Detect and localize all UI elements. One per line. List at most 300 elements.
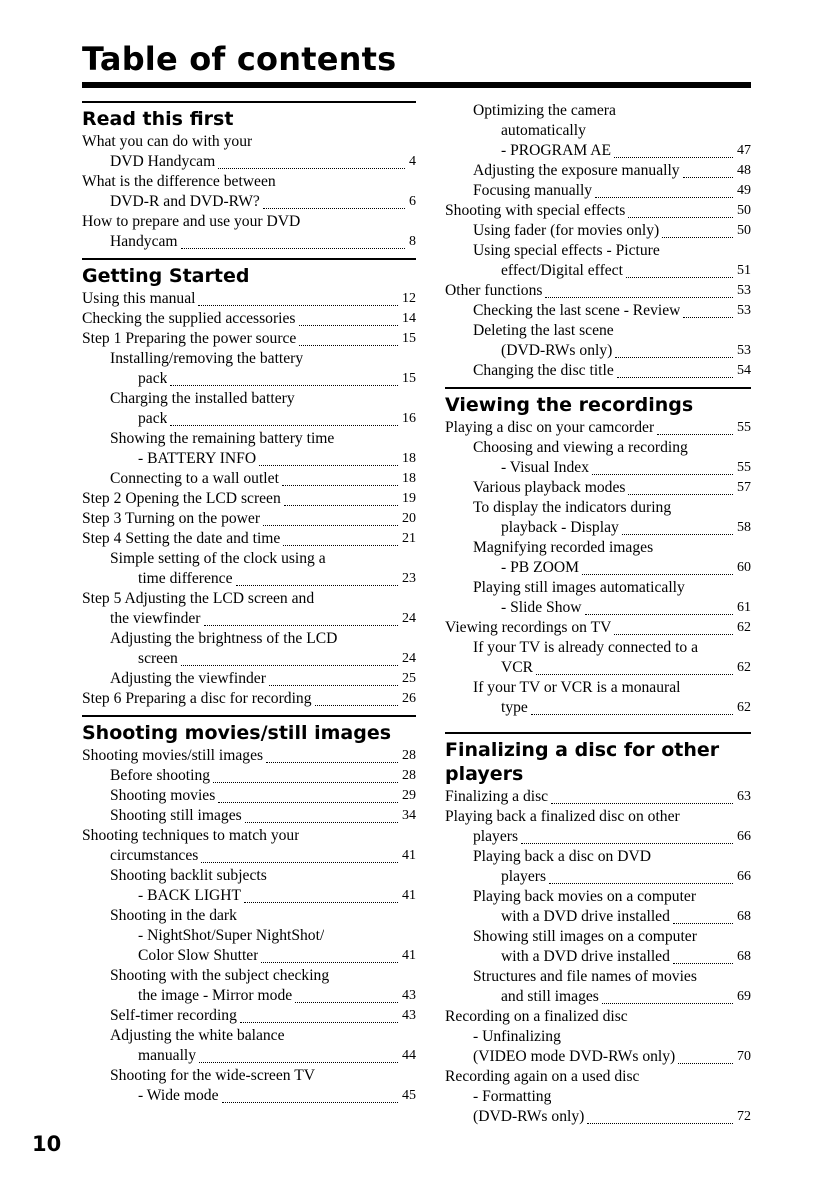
toc-entry (445, 618, 751, 638)
dot-leader (592, 474, 733, 475)
section-title: Shooting movies/still images (82, 722, 392, 744)
dot-leader (261, 962, 398, 963)
toc-page-number: 41 (402, 848, 416, 863)
toc-entry-text: Handycam (110, 233, 178, 250)
toc-entry-text: Connecting to a wall outlet (110, 470, 279, 487)
toc-entry-line (82, 746, 416, 766)
toc-entry-text: Viewing recordings on TV (445, 619, 612, 636)
toc-page-number: 15 (402, 331, 416, 346)
toc-entry-line (445, 1047, 751, 1067)
toc-entry-line (445, 281, 751, 301)
toc-entry-line (82, 589, 416, 609)
toc-entry-line (82, 946, 416, 966)
toc-entry (82, 349, 416, 389)
toc-entry-line (445, 967, 751, 987)
toc-entry (445, 887, 751, 927)
toc-page-number: 26 (402, 691, 416, 706)
section-entries (82, 289, 416, 709)
toc-page-number: 47 (737, 143, 751, 158)
toc-page-number: 41 (402, 888, 416, 903)
toc-page-number: 28 (402, 748, 416, 763)
toc-entry-line (445, 121, 751, 141)
toc-entry (445, 967, 751, 1007)
toc-entry-line (445, 101, 751, 121)
toc-page-number: 21 (402, 531, 416, 546)
toc-entry-line (82, 966, 416, 986)
toc-entry (445, 201, 751, 221)
toc-entry-text: (VIDEO mode DVD-RWs only) (473, 1048, 676, 1065)
toc-entry-text: Step 5 Adjusting the LCD screen and (82, 590, 315, 607)
toc-page-number: 62 (737, 660, 751, 675)
toc-entry-text: Shooting in the dark (110, 907, 237, 924)
toc-entry (82, 1026, 416, 1066)
toc-entry-text: Structures and file names of movies (473, 968, 697, 985)
toc-entry-text: Shooting with special effects (445, 202, 626, 219)
dot-leader (283, 545, 398, 546)
toc-entry-line (82, 569, 416, 589)
toc-entry-text: Magnifying recorded images (473, 539, 654, 556)
dot-leader (263, 208, 405, 209)
toc-entry-line (445, 341, 751, 361)
toc-entry-line (445, 618, 751, 638)
toc-entry-line (445, 658, 751, 678)
toc-entry (82, 549, 416, 589)
toc-entry (445, 847, 751, 887)
toc-entry-line (445, 1107, 751, 1127)
dot-leader (582, 574, 733, 575)
toc-entry-text: - Formatting (473, 1088, 552, 1105)
toc-page-number: 53 (737, 343, 751, 358)
dot-leader (170, 385, 398, 386)
toc-entry-line (82, 349, 416, 369)
toc-entry-text: What you can do with your (82, 133, 253, 150)
section-rule (445, 732, 751, 734)
toc-entry-line (82, 629, 416, 649)
dot-leader (315, 705, 398, 706)
toc-entry-text: with a DVD drive installed (501, 908, 670, 925)
toc-entry (82, 629, 416, 669)
toc-page-number: 53 (737, 283, 751, 298)
toc-entry (82, 826, 416, 866)
dot-leader (284, 505, 398, 506)
toc-entry-line (82, 389, 416, 409)
toc-entry (82, 132, 416, 172)
toc-page-number: 18 (402, 451, 416, 466)
toc-page-number: 62 (737, 700, 751, 715)
toc-entry-text: automatically (501, 122, 586, 139)
toc-entry-line (82, 429, 416, 449)
toc-entry-text: Using fader (for movies only) (473, 222, 660, 239)
toc-entry-text: Step 6 Preparing a disc for recording (82, 690, 312, 707)
toc-entry (445, 101, 751, 161)
toc-entry-text: playback - Display (501, 519, 619, 536)
toc-entry-text: DVD Handycam (110, 153, 216, 170)
toc-entry-text: DVD-R and DVD-RW? (110, 193, 260, 210)
toc-entry-text: - Visual Index (501, 459, 589, 476)
toc-page-number: 69 (737, 989, 751, 1004)
dot-leader (551, 803, 733, 804)
toc-entry-line (445, 1067, 751, 1087)
toc-page-number: 61 (737, 600, 751, 615)
toc-page-number: 48 (737, 163, 751, 178)
toc-entry-line (445, 321, 751, 341)
toc-entry-line (82, 369, 416, 389)
toc-entry-text: Checking the last scene - Review (473, 302, 681, 319)
dot-leader (614, 157, 733, 158)
toc-entry-text: players (473, 828, 519, 845)
toc-entry-text: Finalizing a disc (445, 788, 549, 805)
toc-entry-line (445, 907, 751, 927)
toc-entry-line (82, 232, 416, 252)
toc-entry (82, 529, 416, 549)
toc-section-getting-started (82, 258, 416, 709)
toc-entry-text: Playing back movies on a computer (473, 888, 697, 905)
toc-entry-text: What is the difference between (82, 173, 276, 190)
toc-entry-line (445, 827, 751, 847)
toc-entry (82, 669, 416, 689)
dot-leader (536, 674, 733, 675)
toc-entry-text: Using special effects - Picture (473, 242, 660, 259)
toc-entry (82, 786, 416, 806)
toc-entry (82, 1066, 416, 1106)
toc-entry-text: Various playback modes (473, 479, 626, 496)
toc-entry-text: Step 2 Opening the LCD screen (82, 490, 281, 507)
toc-entry (445, 678, 751, 718)
toc-entry-line (82, 886, 416, 906)
dot-leader (299, 345, 398, 346)
toc-entry (82, 509, 416, 529)
toc-entry-text: Focusing manually (473, 182, 593, 199)
toc-entry-line (445, 947, 751, 967)
toc-entry-line (82, 766, 416, 786)
toc-entry-line (82, 866, 416, 886)
toc-entry-text: If your TV is already connected to a (473, 639, 699, 656)
toc-entry (82, 1006, 416, 1026)
toc-entry-text: Adjusting the exposure manually (473, 162, 680, 179)
toc-page-number: 29 (402, 788, 416, 803)
toc-entry-line (445, 867, 751, 887)
dot-leader (218, 168, 405, 169)
dot-leader (602, 1003, 733, 1004)
toc-column-left (82, 101, 416, 1106)
toc-page-number: 8 (409, 234, 416, 249)
toc-entry-line (82, 309, 416, 329)
toc-entry (445, 221, 751, 241)
toc-entry-text: Recording on a finalized disc (445, 1008, 628, 1025)
toc-page-number: 68 (737, 949, 751, 964)
toc-entry-line (82, 786, 416, 806)
dot-leader (617, 377, 733, 378)
dot-leader (244, 902, 398, 903)
toc-entry-text: Changing the disc title (473, 362, 614, 379)
toc-entry-text: Checking the supplied accessories (82, 310, 296, 327)
toc-entry-text: players (501, 868, 547, 885)
toc-entry-text: Simple setting of the clock using a (110, 550, 326, 567)
toc-entry (445, 241, 751, 281)
toc-entry (82, 806, 416, 826)
toc-entry-line (82, 132, 416, 152)
toc-entry-text: Showing the remaining battery time (110, 430, 335, 447)
toc-entry-line (82, 1066, 416, 1086)
toc-entry-line (82, 289, 416, 309)
toc-entry (82, 589, 416, 629)
toc-page-number: 28 (402, 768, 416, 783)
toc-entry-line (445, 498, 751, 518)
toc-entry-line (445, 578, 751, 598)
page-number: 10 (32, 1132, 62, 1156)
toc-entry-line (445, 418, 751, 438)
toc-entry-text: - BACK LIGHT (138, 887, 242, 904)
toc-page-number: 12 (402, 291, 416, 306)
toc-section-finalizing-a-disc-for-other-players (445, 732, 751, 1127)
toc-entry-line (82, 192, 416, 212)
toc-page-number: 45 (402, 1088, 416, 1103)
toc-page-number: 60 (737, 560, 751, 575)
section-entries (445, 787, 751, 1127)
section-rule (82, 715, 416, 717)
toc-page-number: 55 (737, 460, 751, 475)
toc-entry-line (82, 509, 416, 529)
toc-page-number: 49 (737, 183, 751, 198)
toc-entry-line (82, 172, 416, 192)
dot-leader (245, 822, 398, 823)
toc-entry (82, 689, 416, 709)
dot-leader (683, 317, 733, 318)
toc-entry-text: (DVD-RWs only) (501, 342, 613, 359)
dot-leader (266, 762, 398, 763)
dot-leader (199, 1062, 398, 1063)
toc-entry (445, 538, 751, 578)
dot-leader (585, 614, 733, 615)
dot-leader (673, 963, 733, 964)
toc-entry-line (445, 181, 751, 201)
toc-entry-line (82, 409, 416, 429)
dot-leader (628, 494, 733, 495)
toc-page-number: 19 (402, 491, 416, 506)
toc-entry-text: Playing a disc on your camcorder (445, 419, 655, 436)
toc-entry (82, 329, 416, 349)
toc-entry (445, 438, 751, 478)
toc-entry (445, 927, 751, 967)
toc-entry-text: Step 1 Preparing the power source (82, 330, 297, 347)
toc-entry (445, 638, 751, 678)
toc-entry-line (82, 689, 416, 709)
section-rule (82, 258, 416, 260)
toc-page-number: 43 (402, 1008, 416, 1023)
toc-entry-line (82, 906, 416, 926)
toc-entry-text: - Unfinalizing (473, 1028, 561, 1045)
toc-entry-text: Playing back a disc on DVD (473, 848, 651, 865)
toc-section-viewing-the-recordings (445, 387, 751, 718)
toc-page-number: 6 (409, 194, 416, 209)
dot-leader (218, 802, 398, 803)
toc-entry-line (445, 438, 751, 458)
dot-leader (595, 197, 733, 198)
toc-entry-line (445, 638, 751, 658)
toc-entry-text: Installing/removing the battery (110, 350, 304, 367)
toc-entry (445, 1067, 751, 1127)
toc-entry-text: VCR (501, 659, 534, 676)
toc-entry-text: Shooting still images (110, 807, 242, 824)
dot-leader (201, 862, 398, 863)
toc-page-number: 57 (737, 480, 751, 495)
dot-leader (614, 634, 733, 635)
dot-leader (587, 1123, 733, 1124)
dot-leader (240, 1022, 398, 1023)
toc-page-number: 15 (402, 371, 416, 386)
toc-entry-line (82, 609, 416, 629)
toc-entry-text: Using this manual (82, 290, 196, 307)
toc-entry-text: Step 3 Turning on the power (82, 510, 261, 527)
toc-entry-text: If your TV or VCR is a monaural (473, 679, 681, 696)
toc-entry-text: time difference (138, 570, 233, 587)
dot-leader (181, 248, 405, 249)
toc-entry (82, 966, 416, 1006)
toc-entry-line (82, 1046, 416, 1066)
dot-leader (259, 465, 398, 466)
toc-entry-text: Shooting movies (110, 787, 216, 804)
toc-page-number: 4 (409, 154, 416, 169)
toc-entry-text: pack (138, 370, 168, 387)
toc-entry-line (82, 669, 416, 689)
toc-entry-line (82, 469, 416, 489)
dot-leader (678, 1063, 733, 1064)
section-title: Getting Started (82, 265, 250, 287)
toc-entry-text: with a DVD drive installed (501, 948, 670, 965)
toc-entry-line (82, 649, 416, 669)
toc-entry (445, 578, 751, 618)
toc-entry-text: type (501, 699, 528, 716)
toc-entry (445, 807, 751, 847)
dot-leader (531, 714, 733, 715)
dot-leader (282, 485, 398, 486)
toc-entry-line (82, 1006, 416, 1026)
toc-entry-text: To display the indicators during (473, 499, 672, 516)
dot-leader (295, 1002, 398, 1003)
section-title: Viewing the recordings (445, 394, 694, 416)
toc-entry (82, 866, 416, 906)
toc-entry-line (445, 201, 751, 221)
toc-entry-line (445, 241, 751, 261)
dot-leader (521, 843, 733, 844)
toc-entry (445, 787, 751, 807)
toc-entry (82, 746, 416, 766)
toc-entry-line (445, 1027, 751, 1047)
toc-page-number: 34 (402, 808, 416, 823)
toc-entry (82, 289, 416, 309)
toc-entry-line (82, 212, 416, 232)
toc-entry (445, 281, 751, 301)
toc-entry-line (445, 847, 751, 867)
toc-entry-text: How to prepare and use your DVD (82, 213, 301, 230)
toc-entry-text: - Wide mode (138, 1087, 219, 1104)
toc-entry-line (445, 1087, 751, 1107)
toc-entry-text: manually (138, 1047, 197, 1064)
toc-page-number: 66 (737, 829, 751, 844)
toc-entry-text: Adjusting the viewfinder (110, 670, 266, 687)
toc-entry (445, 478, 751, 498)
dot-leader (204, 625, 399, 626)
section-title: Finalizing a disc for other players (445, 739, 720, 785)
toc-entry (445, 1007, 751, 1067)
toc-page-number: 23 (402, 571, 416, 586)
toc-entry-line (82, 826, 416, 846)
page-title: Table of contents (82, 40, 397, 78)
toc-entry-line (82, 449, 416, 469)
toc-page-number: 16 (402, 411, 416, 426)
toc-entry-line (82, 529, 416, 549)
toc-entry-text: - Slide Show (501, 599, 582, 616)
toc-entry-text: Shooting with the subject checking (110, 967, 330, 984)
toc-entry-text: and still images (501, 988, 599, 1005)
toc-entry-text: screen (138, 650, 178, 667)
section-entries (82, 746, 416, 1106)
dot-leader (198, 305, 398, 306)
toc-entry-line (445, 478, 751, 498)
toc-entry-line (445, 678, 751, 698)
toc-entry-text: the image - Mirror mode (138, 987, 293, 1004)
toc-entry-text: Before shooting (110, 767, 211, 784)
dot-leader (662, 237, 733, 238)
toc-entry-line (445, 301, 751, 321)
toc-entry (445, 321, 751, 361)
toc-page-number: 63 (737, 789, 751, 804)
toc-entry-line (445, 538, 751, 558)
section-rule (82, 101, 416, 103)
dot-leader (222, 1102, 399, 1103)
section-rule (445, 387, 751, 389)
toc-page-number: 41 (402, 948, 416, 963)
toc-entry (445, 301, 751, 321)
dot-leader (263, 525, 398, 526)
toc-entry-line (82, 152, 416, 172)
toc-entry (445, 361, 751, 381)
toc-entry-line (445, 598, 751, 618)
toc-entry-text: Shooting backlit subjects (110, 867, 267, 884)
toc-entry-text: Adjusting the brightness of the LCD (110, 630, 338, 647)
toc-page-number: 20 (402, 511, 416, 526)
toc-entry (82, 212, 416, 252)
toc-page-number: 72 (737, 1109, 751, 1124)
toc-entry (82, 906, 416, 966)
dot-leader (673, 923, 733, 924)
dot-leader (236, 585, 398, 586)
toc-page-number: 24 (402, 611, 416, 626)
toc-page-number: 70 (737, 1049, 751, 1064)
toc-entry-line (82, 489, 416, 509)
toc-entry-text: Choosing and viewing a recording (473, 439, 688, 456)
toc-entry-line (82, 846, 416, 866)
dot-leader (626, 277, 733, 278)
toc-entry-text: Playing still images automatically (473, 579, 685, 596)
toc-page-number: 53 (737, 303, 751, 318)
toc-entry-line (445, 987, 751, 1007)
toc-entry-text: Recording again on a used disc (445, 1068, 640, 1085)
toc-page-number: 43 (402, 988, 416, 1003)
toc-entry-text: Shooting for the wide-screen TV (110, 1067, 315, 1084)
toc-entry-line (445, 458, 751, 478)
toc-entry-line (445, 221, 751, 241)
toc-entry (82, 489, 416, 509)
toc-entry-line (82, 986, 416, 1006)
toc-entry-text: - PROGRAM AE (501, 142, 612, 159)
toc-page-number: 68 (737, 909, 751, 924)
toc-entry-text: (DVD-RWs only) (473, 1108, 585, 1125)
toc-entry-text: Other functions (445, 282, 543, 299)
toc-page-number: 18 (402, 471, 416, 486)
toc-page-number: 25 (402, 671, 416, 686)
toc-entry-line (82, 1026, 416, 1046)
